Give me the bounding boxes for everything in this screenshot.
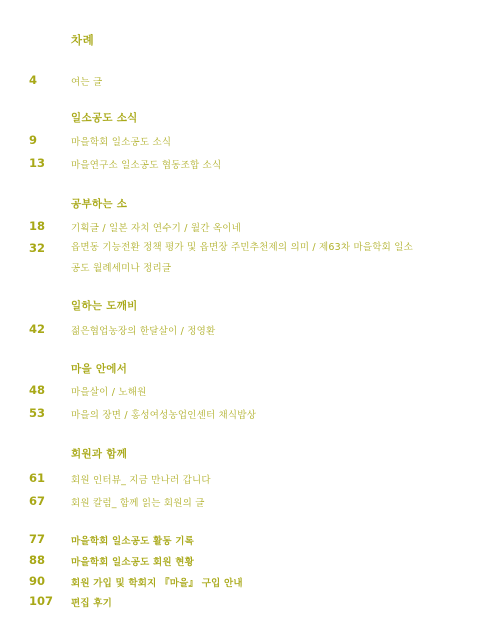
entry-page-number: 77 xyxy=(29,532,46,546)
section-heading: 일소공도 소식 xyxy=(71,112,138,124)
entry-page-number: 18 xyxy=(29,219,46,233)
entry-page-number: 32 xyxy=(29,241,46,255)
toc-entry-link[interactable]: 기획글 / 일본 자치 연수기 / 월간 옥이네 xyxy=(71,223,241,234)
toc-title: 차례 xyxy=(71,33,95,47)
toc-entry-link[interactable]: 회원 칼럼_ 함께 읽는 회원의 글 xyxy=(71,498,205,509)
toc-entry-link[interactable]: 마을학회 일소공도 활동 기록 xyxy=(71,536,195,547)
toc-entry-link[interactable]: 마을살이 / 노해원 xyxy=(71,387,147,398)
toc-entry-link[interactable]: 회원 인터뷰_ 지금 만나러 갑니다 xyxy=(71,475,211,486)
entry-page-number: 53 xyxy=(29,406,46,420)
entry-page-number: 42 xyxy=(29,322,46,336)
toc-entry-link[interactable]: 마을학회 일소공도 회원 현황 xyxy=(71,557,195,568)
toc-entry-link[interactable]: 젊은협업농장의 한달살이 / 정영환 xyxy=(71,326,216,337)
entry-page-number: 67 xyxy=(29,494,46,508)
entry-page-number: 4 xyxy=(29,73,38,87)
toc-entry-link[interactable]: 여는 글 xyxy=(71,77,103,88)
section-heading: 회원과 함께 xyxy=(71,448,128,460)
entry-page-number: 13 xyxy=(29,156,46,170)
toc-entry-link[interactable]: 마을의 장면 / 홍성여성농업인센터 채식밥상 xyxy=(71,410,257,421)
section-heading: 일하는 도깨비 xyxy=(71,300,138,312)
toc-entry-link[interactable]: 편집 후기 xyxy=(71,598,113,609)
entry-page-number: 48 xyxy=(29,383,46,397)
entry-page-number: 107 xyxy=(29,594,54,608)
section-heading: 공부하는 소 xyxy=(71,198,128,210)
toc-entry-link[interactable]: 읍면동 기능전환 정책 평가 및 읍면장 주민추천제의 의미 / 제63차 마을학회 일소공도 월례세미나 정리글 xyxy=(71,242,413,274)
toc-entry-link[interactable]: 회원 가입 및 학회지 『마을』 구입 안내 xyxy=(71,578,243,589)
entry-page-number: 88 xyxy=(29,553,46,567)
section-heading: 마을 안에서 xyxy=(71,363,128,375)
toc-entry-link[interactable]: 마을학회 일소공도 소식 xyxy=(71,137,172,148)
toc-entry-link[interactable]: 마을연구소 일소공도 협동조합 소식 xyxy=(71,160,222,171)
entry-page-number: 61 xyxy=(29,471,46,485)
entry-page-number: 90 xyxy=(29,574,46,588)
entry-page-number: 9 xyxy=(29,133,38,147)
